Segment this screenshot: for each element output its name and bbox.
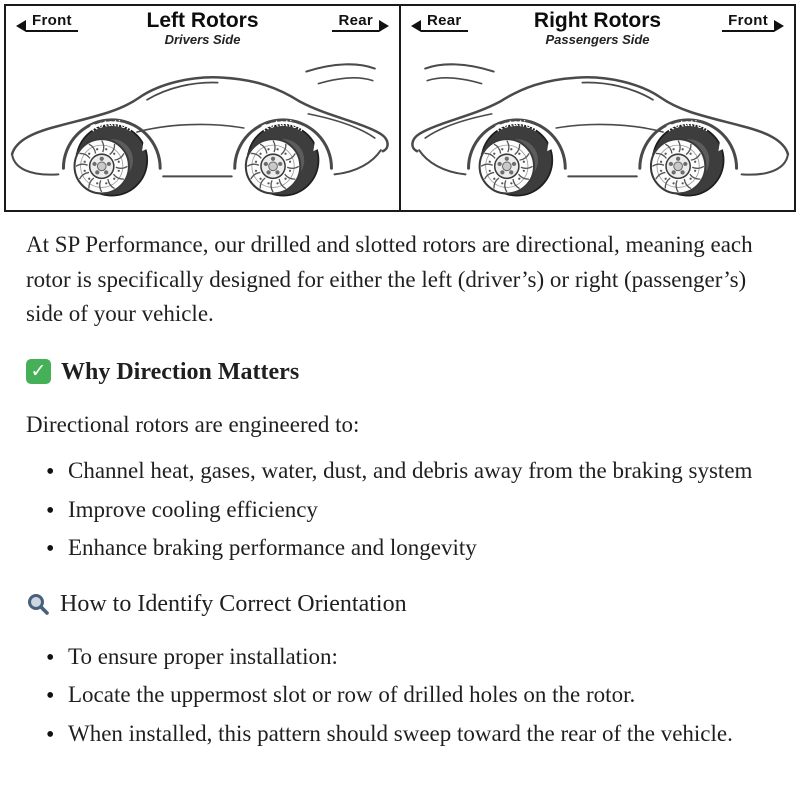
list-item: • Enhance braking performance and longevity	[68, 531, 774, 566]
rear-label: Rear	[421, 12, 468, 32]
front-direction-arrow	[722, 12, 784, 32]
front-direction-arrow	[16, 12, 78, 32]
arrow-left-icon	[16, 20, 26, 32]
article-content	[0, 212, 800, 751]
car-illustration-left	[6, 52, 399, 208]
arrow-right-icon	[379, 20, 389, 32]
section1-lead: Directional rotors are engineered to:	[26, 411, 360, 437]
front-label: Front	[722, 12, 774, 32]
right-panel-title: Right Rotors	[533, 9, 662, 32]
right-rotors-panel	[400, 4, 796, 212]
section-heading-how-to-identify	[26, 586, 774, 622]
list-item: • Locate the uppermost slot or row of drilled holes on the rotor.	[68, 678, 774, 713]
section1-heading-text: Why Direction Matters	[61, 358, 300, 385]
car-illustration-right	[401, 52, 794, 208]
right-panel-subtitle: Passengers Side	[545, 32, 650, 48]
section2-heading-text: How to Identify Correct Orientation	[60, 590, 407, 617]
left-rotors-panel	[4, 4, 400, 212]
left-panel-title: Left Rotors	[146, 9, 259, 32]
rear-label: Rear	[332, 12, 379, 32]
list-item: • Channel heat, gases, water, dust, and debris away from the braking system	[68, 454, 774, 489]
list-item: • When installed, this pattern should sweep toward the rear of the vehicle.	[68, 717, 774, 752]
magnifier-icon	[26, 592, 50, 616]
right-panel-header	[401, 6, 794, 52]
list-item: • Improve cooling efficiency	[68, 493, 774, 528]
section2-bullet-list	[26, 640, 774, 752]
rotor-direction-diagram	[4, 4, 796, 212]
intro-paragraph: At SP Performance, our drilled and slotted rotors are directional, meaning each rotor is specifically designed for either the left (driver’s) or right (passenger’s) side of your vehicle.	[26, 232, 753, 326]
front-label: Front	[26, 12, 78, 32]
list-item: • To ensure proper installation:	[68, 640, 774, 675]
left-panel-header	[6, 6, 399, 52]
left-panel-subtitle: Drivers Side	[164, 32, 241, 48]
arrow-left-icon	[411, 20, 421, 32]
rear-direction-arrow	[411, 12, 468, 32]
check-icon: ✓	[26, 359, 51, 384]
arrow-right-icon	[774, 20, 784, 32]
section-heading-why-direction-matters	[26, 354, 774, 390]
rear-direction-arrow	[332, 12, 389, 32]
section1-bullet-list	[26, 454, 774, 566]
page	[0, 4, 800, 804]
